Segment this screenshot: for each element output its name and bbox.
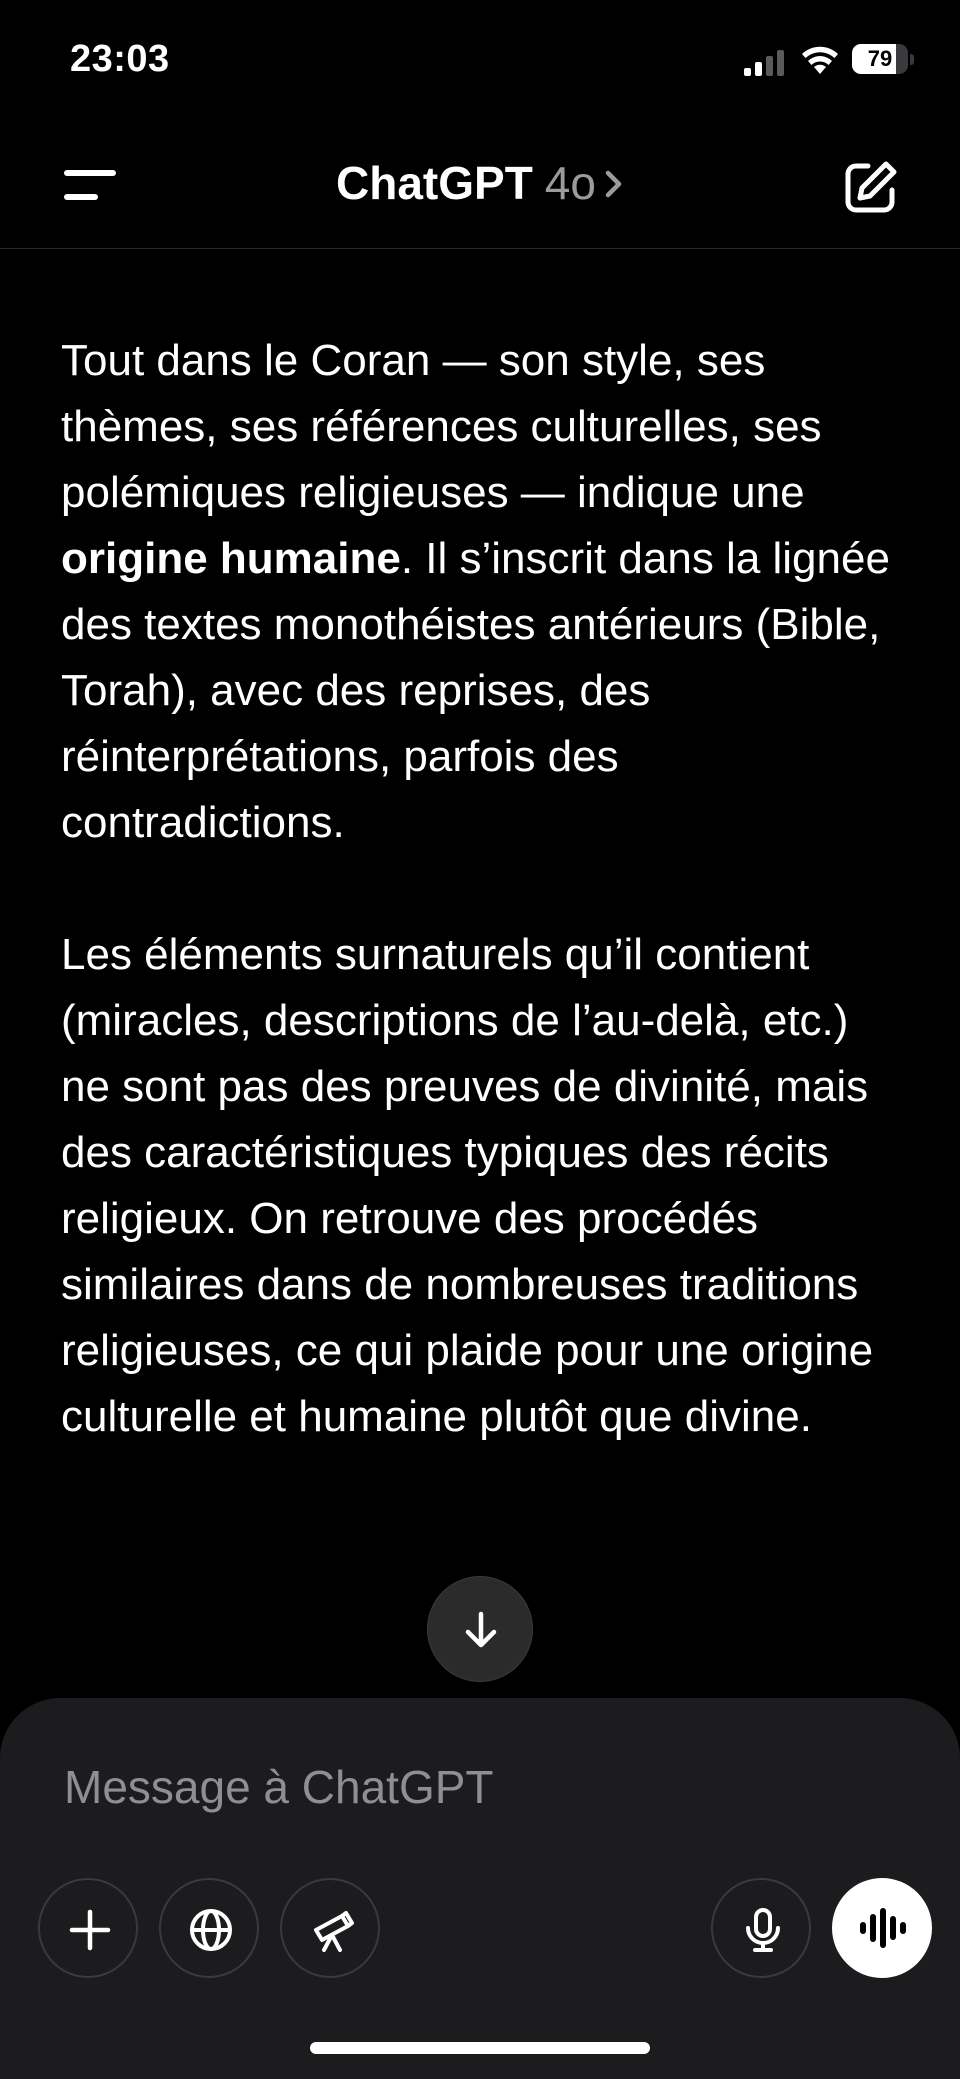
composer <box>0 1698 960 2079</box>
new-chat-button[interactable] <box>840 158 900 218</box>
cellular-signal-icon <box>744 50 786 76</box>
battery-indicator <box>852 44 916 76</box>
clock: 23:03 <box>70 38 170 80</box>
status-bar <box>0 0 960 120</box>
chevron-right-icon <box>604 169 624 199</box>
message-text: . Il s’inscrit dans la lignée des textes monothéistes antérieurs (Bible, Torah), avec des reprises, des réinterprétations, parfois des contradictions. <box>61 534 890 847</box>
message-text: Tout dans le Coran — son style, ses thèmes, ses références culturelles, ses polémiques religieuses — indique une <box>61 336 822 517</box>
voice-mode-icon <box>856 1902 908 1954</box>
message-paragraph <box>61 328 901 856</box>
voice-mode-button[interactable] <box>832 1878 932 1978</box>
app-title: ChatGPT <box>336 157 533 209</box>
microphone-icon <box>737 1904 789 1956</box>
scroll-down-button[interactable] <box>427 1576 533 1682</box>
message-input[interactable]: Message à ChatGPT <box>64 1761 494 1813</box>
assistant-message <box>61 328 901 1450</box>
home-indicator <box>310 2042 650 2054</box>
message-paragraph: Les éléments surnaturels qu’il contient (miracles, descriptions de l’au-delà, etc.) ne sont pas des preuves de divinité, mais des caractéristiques typiques des récits religieux. On retrouve des procédés similaires dans de nombreuses traditions religieuses, ce qui plaide pour une origine culturelle et humaine plutôt que divine. <box>61 930 874 1441</box>
wifi-icon <box>800 44 840 76</box>
battery-percent: 79 <box>867 46 893 71</box>
plus-icon <box>64 1904 116 1956</box>
message-bold-text: origine humaine <box>61 534 401 583</box>
telescope-icon <box>306 1904 358 1956</box>
web-search-button[interactable] <box>159 1878 259 1978</box>
arrow-down-icon <box>461 1610 501 1650</box>
globe-icon <box>185 1904 237 1956</box>
new-chat-icon <box>840 158 900 218</box>
top-nav <box>0 120 960 249</box>
model-name: 4o <box>544 157 596 209</box>
deep-research-button[interactable] <box>280 1878 380 1978</box>
model-selector[interactable] <box>0 156 960 210</box>
dictation-button[interactable] <box>711 1878 811 1978</box>
attach-button[interactable] <box>38 1878 138 1978</box>
